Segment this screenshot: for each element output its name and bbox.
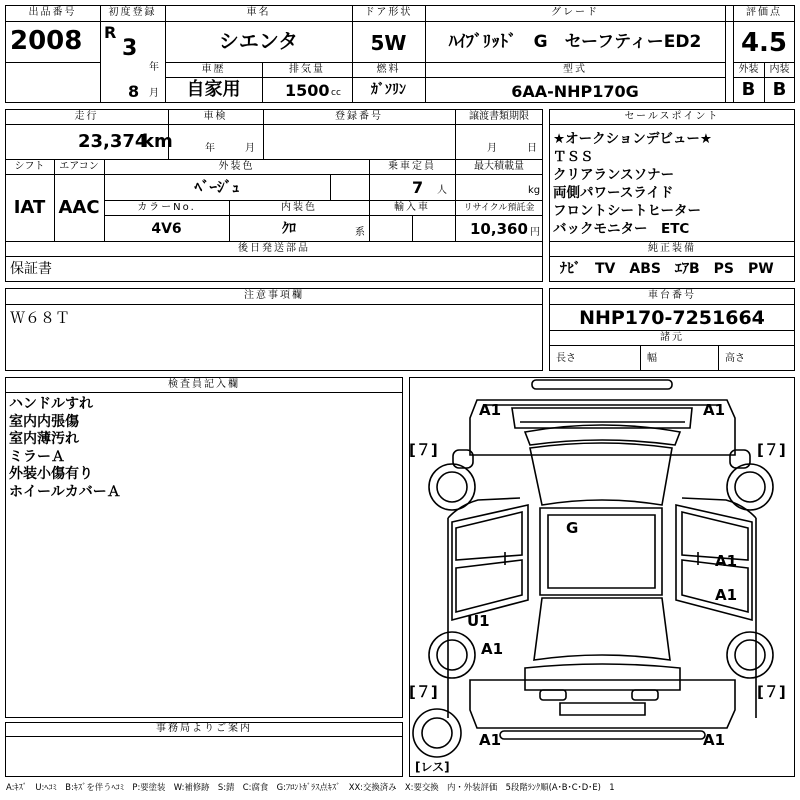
shift: IAT (13, 197, 46, 218)
divider (549, 256, 795, 257)
month-unit: 月 (149, 88, 159, 99)
lot-no-label: 出品番号 (28, 7, 77, 18)
divider (549, 345, 795, 346)
list-item: 外装小傷有り (9, 466, 93, 482)
divider (5, 174, 543, 175)
transfer-month: 月 (487, 143, 497, 154)
int-grade: B (772, 79, 787, 100)
list-item: バックモニター ETC (553, 221, 690, 237)
list-item: ホイールカバーＡ (9, 483, 121, 500)
recycle-label: リサイクル預託金 (463, 203, 535, 213)
spare-mark: [レス] (415, 760, 450, 774)
length-label: 長さ (556, 353, 576, 364)
legend: A:ｷｽﾞ U:ﾍｺﾐ B:ｷｽﾞを伴うﾍｺﾐ P:要塗装 W:補修跡 S:錆 C:腐食 G:ﾌﾛﾝﾄｶﾞﾗｽ点ｷｽﾞ XX:交換済み X:要交換 内・外装評価 5段階ﾗﾝｸ順(A･B･C･D･E) 1 (6, 782, 615, 792)
inspector-label: 検査員記入欄 (168, 379, 240, 390)
damage-mark: A1 (481, 640, 504, 658)
max-load-label: 最大積載量 (474, 161, 524, 172)
mileage: 23,374 (78, 131, 148, 152)
damage-mark: A1 (479, 401, 502, 419)
divider (549, 124, 795, 125)
int-grade-label: 内装 (769, 64, 790, 75)
width-label: 幅 (647, 353, 657, 364)
door: 5W (370, 31, 407, 55)
divider (549, 304, 795, 305)
tire-mark: [７] (757, 683, 786, 701)
color-no: 4V6 (151, 221, 182, 237)
shift-label: シフト (14, 161, 45, 172)
history: 自家用 (186, 79, 241, 100)
list-item: フロントシートヒーター (553, 203, 701, 219)
reg-no-label: 登録番号 (335, 111, 383, 122)
list-item: ハンドルすれ (9, 396, 93, 412)
grade-label: グレード (551, 7, 599, 18)
sales-points-list (553, 130, 712, 238)
transfer-day: 日 (527, 143, 537, 154)
inspection-month-unit: 月 (245, 143, 255, 154)
car-name: シエンタ (218, 29, 299, 53)
divider (640, 345, 641, 371)
reg-month: 8 (128, 82, 140, 101)
score: 4.5 (740, 28, 788, 58)
fuel-label: 燃料 (376, 64, 401, 75)
ext-grade: B (741, 79, 756, 100)
model-label: 型式 (563, 64, 587, 75)
list-item: 両側パワースライド (553, 185, 674, 201)
divider (104, 215, 543, 216)
chassis-no: NHP170-7251664 (579, 307, 765, 329)
ext-color: ﾍﾞｰｼﾞｭ (194, 178, 240, 196)
first-reg-label: 初度登録 (108, 7, 157, 18)
damage-mark: A1 (703, 401, 726, 419)
divider (5, 21, 795, 22)
displacement-unit: cc (331, 88, 341, 98)
int-color-unit: 系 (355, 227, 365, 238)
ext-grade-label: 外装 (738, 64, 759, 75)
list-item: ★オークションデビュー★ (553, 131, 712, 147)
inspection-year-unit: 年 (205, 143, 215, 154)
max-load-unit: kg (528, 185, 541, 196)
import-label: 輸入車 (394, 202, 430, 213)
divider (725, 5, 726, 103)
int-color-label: 内装色 (281, 202, 317, 213)
score-label: 評価点 (746, 7, 782, 18)
ext-color-label: 外装色 (218, 161, 255, 172)
model: 6AA-NHP170G (511, 82, 639, 101)
height-label: 高さ (725, 353, 745, 364)
notes-label: 注意事項欄 (244, 290, 304, 301)
damage-mark: U1 (467, 612, 490, 630)
car-name-label: 車名 (246, 7, 271, 18)
int-color: ｸﾛ (282, 221, 296, 237)
chassis-label: 車台番号 (648, 290, 696, 301)
damage-mark: A1 (715, 586, 738, 604)
damage-mark: A1 (479, 731, 502, 749)
recycle-unit: 円 (530, 227, 540, 238)
era: R (104, 23, 117, 42)
recycle: 10,360 (470, 220, 528, 238)
equipment-label: 純正装備 (648, 243, 696, 254)
grade: ﾊｲﾌﾞﾘｯﾄﾞ G セーフティーED2 (448, 32, 702, 52)
list-item: 室内内張傷 (9, 413, 79, 430)
capacity-label: 乗車定員 (388, 161, 436, 172)
displacement-label: 排気量 (289, 64, 325, 75)
divider (5, 304, 543, 305)
inspection-label: 車検 (203, 111, 228, 122)
damage-mark: A1 (703, 731, 726, 749)
office-label: 事務局よりご案内 (156, 723, 252, 734)
reg-year: 3 (122, 36, 138, 61)
divider (165, 77, 725, 78)
mileage-label: 走行 (74, 111, 99, 122)
year-unit: 年 (149, 62, 159, 73)
equipment: ﾅﾋﾞ TV ABS ｴｱB PS PW (560, 261, 774, 277)
ac: AAC (58, 197, 100, 218)
displacement: 1500 (285, 81, 330, 100)
notes: Ｗ６８Ｔ (10, 309, 71, 327)
fuel: ｶﾞｿﾘﾝ (371, 82, 406, 98)
lot-no: 2008 (10, 26, 83, 56)
divider (5, 392, 403, 393)
list-item: ＴＳＳ (553, 149, 594, 165)
divider (412, 215, 413, 241)
damage-mark: G (566, 519, 579, 537)
divider (5, 62, 100, 63)
dims-label: 諸元 (660, 332, 684, 343)
list-item: クリアランスソナー (553, 167, 675, 183)
inspector-notes (9, 396, 121, 501)
color-no-label: カラーNo. (137, 202, 196, 213)
parts-label: 後日発送部品 (238, 243, 310, 254)
ac-label: エアコン (59, 161, 99, 172)
tire-mark: [７] (409, 441, 438, 459)
history-label: 車歴 (201, 64, 226, 75)
tire-mark: [７] (757, 441, 786, 459)
tire-mark: [７] (409, 683, 438, 701)
capacity: 7 (412, 178, 424, 197)
divider (718, 345, 719, 371)
sales-points-label: セールスポイント (624, 111, 720, 122)
capacity-unit: 人 (437, 185, 447, 196)
mileage-unit: km (142, 131, 173, 152)
damage-mark: A1 (715, 552, 738, 570)
divider (330, 174, 331, 200)
parts: 保証書 (10, 261, 52, 277)
list-item: 室内薄汚れ (9, 431, 79, 447)
divider (5, 256, 543, 257)
transfer-label: 譲渡書類期限 (469, 111, 529, 122)
divider (5, 736, 403, 737)
car-diagram (409, 377, 795, 777)
divider (5, 124, 543, 125)
door-label: ドア形状 (364, 7, 413, 18)
list-item: ミラーＡ (9, 448, 65, 465)
